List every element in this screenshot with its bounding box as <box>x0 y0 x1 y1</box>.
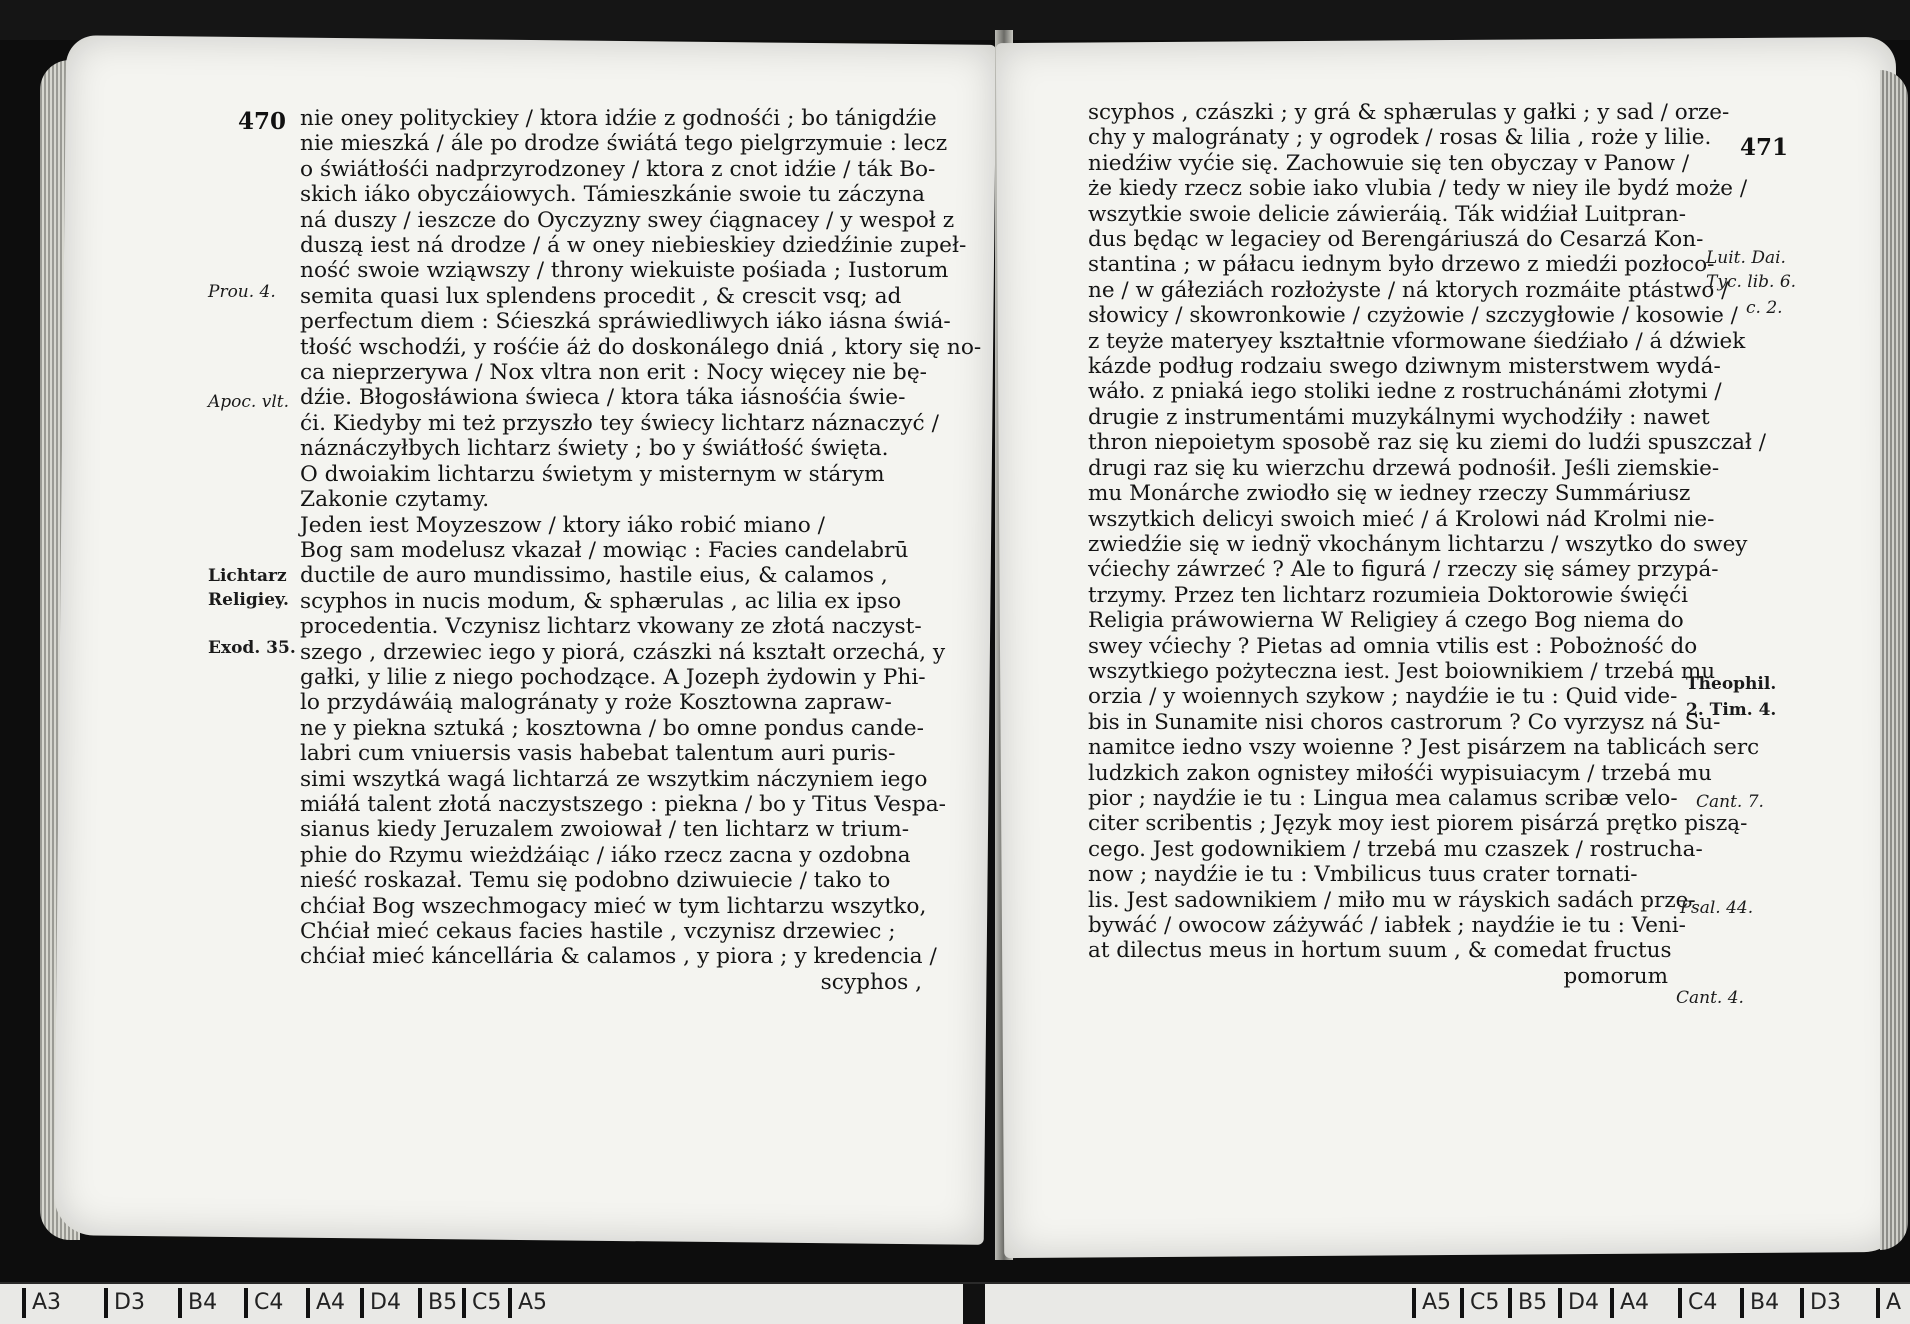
text-line: náznáczyłbych lichtarz świety ; bo y świátłość święta. <box>300 436 889 462</box>
scanner-ruler-strip <box>0 1282 1910 1324</box>
ruler-mark: A4 <box>306 1288 345 1318</box>
text-line: sianus kiedy Jeruzalem zwoiował / ten lichtarz w trium- <box>300 817 910 843</box>
margin-note-tyc: Tyc. lib. 6. <box>1706 272 1797 292</box>
text-line: labri cum vniuersis vasis habebat talentum auri puris- <box>300 741 896 767</box>
text-line: now ; naydźie ie tu : Vmbilicus tuus crater tornati- <box>1088 862 1638 888</box>
text-line: chćiał mieć káncellária & calamos , y piora ; y kredencia / <box>300 944 937 970</box>
margin-note-psal: Psal. 44. <box>1680 898 1754 918</box>
margin-note-prou: Prou. 4. <box>208 282 276 302</box>
text-line: namitce iedno vszy woienne ? Jest pisárzem na tablicách serc <box>1088 735 1760 761</box>
text-line: chćiał Bog wszechmogacy mieć w tym lichtarzu wszytko, <box>300 893 927 919</box>
ruler-mark: B4 <box>1740 1288 1779 1318</box>
margin-note-cant7: Cant. 7. <box>1696 792 1764 812</box>
text-line: Religia práwowierna W Religiey á czego Bog niema do <box>1088 608 1684 634</box>
text-line: drugie z instrumentámi muzykálnymi wychodźiły : nawet <box>1088 404 1710 430</box>
text-line: ludzkich zakon ognistey miłośći wypisuiacym / trzebá mu <box>1088 760 1712 786</box>
left-page-number: 470 <box>238 108 287 135</box>
text-line: semita quasi lux splendens procedit , & crescit vsq; ad <box>300 283 902 309</box>
text-line: z teyże materyey kształtnie vformowane śiedźiało / á dźwiek <box>1088 328 1746 354</box>
text-line: Jeden iest Moyzeszow / ktory iáko robić miano / <box>300 512 825 538</box>
text-line: bywáć / owocow záżywáć / iabłek ; naydźie ie tu : Veni- <box>1088 913 1686 938</box>
ruler-mark: A <box>1876 1288 1901 1318</box>
text-line: wszytkich delicyi swoich mieć / á Krolowi nád Krolmi nie- <box>1088 506 1715 532</box>
text-line: vćiechy záwrzeć ? Ale to figurá / rzeczy się sámey przypá- <box>1088 557 1719 583</box>
text-line: miáłá talent złotá naczystszego : piekna / bo y Titus Vespa- <box>300 791 946 817</box>
text-line: bis in Sunamite nisi choros castrorum ? Co vyrzysz ná Su- <box>1088 709 1721 735</box>
margin-note-religiey: Religiey. <box>208 590 289 610</box>
text-line: stantina ; w páłacu iednym było drzewo z miedźi pozłoco- <box>1088 252 1715 278</box>
text-line: Chćiał mieć cekaus facies hastile , vczynisz drzewiec ; <box>300 919 896 944</box>
text-line: thron niepoietym sposobě raz się ku ziemi do ludźi spuszczał / <box>1088 430 1766 456</box>
text-line: że kiedy rzecz sobie iako vlubia / tedy w niey ile bydź może / <box>1088 176 1748 202</box>
margin-note-cant4: Cant. 4. <box>1676 988 1744 1008</box>
text-line: drugi raz się ku wierzchu drzewá podnośił. Jeśli ziemskie- <box>1088 455 1720 481</box>
text-line: kázde podług rodzaiu swego dziwnym misterstwem wydá- <box>1088 354 1721 380</box>
text-line: lis. Jest sadownikiem / miło mu w ráyskich sadách prze- <box>1088 887 1696 913</box>
text-line: scyphos in nucis modum, & sphærulas , ac lilia ex ipso <box>300 588 902 614</box>
text-line: citer scribentis ; Język moy iest piorem pisárzá prętko piszą- <box>1088 811 1748 837</box>
text-line: o świátłośći nadprzyrodzoney / ktora z cnot idźie / ták Bo- <box>300 156 936 182</box>
ruler-mark: A5 <box>508 1288 547 1318</box>
ruler-mark: A5 <box>1412 1288 1451 1318</box>
scanner-top-strip <box>0 0 1910 40</box>
text-line: nie mieszká / ále po drodze świátá tego pielgrzymuie : lecz <box>300 131 948 157</box>
margin-note-theophil: Theophil. <box>1686 674 1777 694</box>
text-line: phie do Rzymu wieżdżáiąc / iáko rzecz zacna y ozdobna <box>300 842 911 868</box>
text-line: ná duszy / ieszcze do Oyczyzny swey ćiągnacey / y wespoł z <box>300 207 955 233</box>
margin-note-exod: Exod. 35. <box>208 638 296 658</box>
margin-note-apoc: Apoc. vlt. <box>208 392 289 412</box>
text-line: niedźiw vyćie się. Zachowuie się ten obyczay v Panow / <box>1088 150 1690 176</box>
right-page-edges <box>1880 70 1908 1250</box>
text-line: pomorum <box>1563 963 1668 989</box>
ruler-mark: D3 <box>1800 1288 1841 1318</box>
ruler-mark: D3 <box>104 1288 145 1318</box>
margin-note-luit: Luit. Dai. <box>1706 248 1786 268</box>
text-line: dźie. Błogosłáwiona świeca / ktora táka iásnośćia świe- <box>300 385 906 411</box>
text-line: ći. Kiedyby mi też przyszło tey świecy lichtarz náznaczyć / <box>300 410 939 436</box>
text-line: procedentia. Vczynisz lichtarz vkowany ze złotá naczyst- <box>300 614 922 640</box>
ruler-mark: D4 <box>360 1288 401 1318</box>
text-line: ductile de auro mundissimo, hastile eius, & calamos , <box>300 563 888 589</box>
text-line: trzymy. Przez ten lichtarz rozumieia Doktorowie święći <box>1088 582 1688 608</box>
text-line: skich iáko obyczáiowych. Támieszkánie swoie tu záczyna <box>300 182 925 208</box>
text-line: duszą iest ná drodze / á w oney niebieskiey dziedźinie zupeł- <box>300 233 967 259</box>
text-line: wáło. z pniaká iego stoliki iedne z rostruchánámi złotymi / <box>1088 379 1722 405</box>
text-line: Bog sam modelusz vkazał / mowiąc : Facies candelabrū <box>300 537 909 563</box>
margin-note-lichtarz: Lichtarz <box>208 566 287 586</box>
text-line: mu Monárche zwiodło się w iedney rzeczy Summáriusz <box>1088 481 1691 507</box>
margin-note-c2: c. 2. <box>1746 298 1783 318</box>
text-line: ne / w gáłeziách rozłożyste / ná ktorych rozmáite ptástwo / <box>1088 277 1729 303</box>
right-page-number: 471 <box>1740 134 1789 161</box>
ruler-mark: D4 <box>1558 1288 1599 1318</box>
ruler-mark: B5 <box>418 1288 457 1318</box>
text-line: lo przydáwáią malogránaty y roże Kosztowna zapraw- <box>300 690 892 716</box>
text-line: zwiedźie się w iednÿ vkochánym lichtarzu / wszytko do swey <box>1088 531 1748 557</box>
text-line: wszytkie swoie delicie záwieráią. Ták widźiał Luitpran- <box>1088 201 1686 227</box>
text-line: nie oney polityckiey / ktora idźie z godnośći ; bo tánigdźie <box>300 106 937 131</box>
text-line: cego. Jest godownikiem / trzebá mu czaszek / rostrucha- <box>1088 836 1703 862</box>
text-line: swey vćiechy ? Pietas ad omnia vtilis est : Pobożność do <box>1088 633 1698 659</box>
ruler-center-marker <box>963 1284 985 1324</box>
text-line: ne y piekna sztuká ; kosztowna / bo omne pondus cande- <box>300 715 924 741</box>
text-line: pior ; naydźie ie tu : Lingua mea calamus scribæ velo- <box>1088 785 1678 811</box>
ruler-mark: A3 <box>22 1288 61 1318</box>
ruler-mark: C5 <box>1460 1288 1499 1318</box>
text-line: tłość wschodźi, y rośćie áż do doskonálego dniá , ktory się no- <box>300 334 982 360</box>
text-line: at dilectus meus in hortum suum , & comedat fructus <box>1088 938 1672 964</box>
text-line: simi wszytká wagá lichtarzá ze wszytkim náczyniem iego <box>300 766 928 792</box>
text-line: chy y malogránaty ; y ogrodek / rosas & lilia , roże y lilie. <box>1088 125 1712 151</box>
text-line: orzia / y woiennych szykow ; naydźie ie tu : Quid vide- <box>1088 684 1678 710</box>
text-line: scyphos , czászki ; y grá & sphærulas y gałki ; y sad / orze- <box>1088 100 1730 125</box>
ruler-mark: A4 <box>1610 1288 1649 1318</box>
ruler-mark: C4 <box>1678 1288 1717 1318</box>
ruler-mark: C4 <box>244 1288 283 1318</box>
text-line: perfectum diem : Sćieszká spráwiedliwych iáko iásna świá- <box>300 309 951 335</box>
ruler-mark: B4 <box>178 1288 217 1318</box>
margin-note-tim: 2. Tim. 4. <box>1686 700 1777 720</box>
text-line: ca nieprzerywa / Nox vltra non erit : Nocy więcey nie bę- <box>300 360 927 386</box>
ruler-mark: C5 <box>462 1288 501 1318</box>
text-line: gałki, y lilie z niego pochodzące. A Jozeph żydowin y Phi- <box>300 664 926 690</box>
text-line: szego , drzewiec iego y piorá, czászki ná kształt orzechá, y <box>300 639 946 665</box>
text-line: O dwoiakim lichtarzu świetym y misternym w stárym <box>300 461 885 487</box>
text-line: Zakonie czytamy. <box>300 487 490 513</box>
text-line: ność swoie wziąwszy / throny wiekuiste pośiada ; Iustorum <box>300 258 949 284</box>
text-line: nieść roskazał. Temu się podobno dziwuiecie / tako to <box>300 868 891 894</box>
text-line: scyphos , <box>820 969 922 995</box>
text-line: wszytkiego pożyteczna iest. Jest boiownikiem / trzebá mu <box>1088 658 1716 684</box>
text-line: dus będąc w legaciey od Berengáriuszá do Cesarzá Kon- <box>1088 227 1704 253</box>
left-page-body-text <box>300 106 982 995</box>
text-line: słowicy / skowronkowie / czyżowie / szczygłowie / kosowie / <box>1088 303 1738 329</box>
ruler-mark: B5 <box>1508 1288 1547 1318</box>
